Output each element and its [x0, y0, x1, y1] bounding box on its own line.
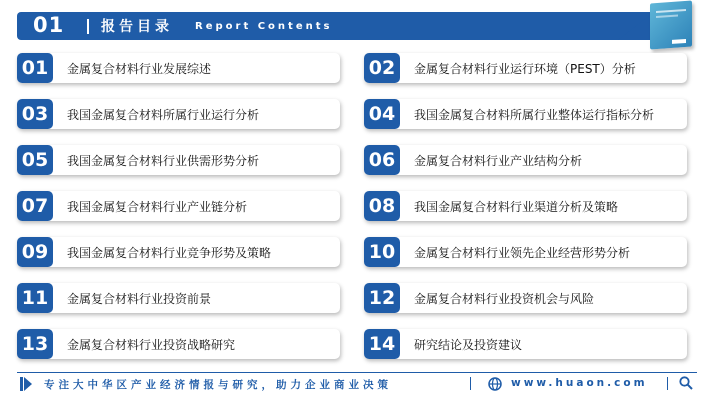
contents-item-number: 06: [364, 145, 400, 175]
contents-item-number: 11: [17, 283, 53, 313]
contents-item-number: 14: [364, 329, 400, 359]
section-header: [17, 12, 653, 40]
contents-item[interactable]: [17, 145, 340, 175]
contents-item-label: 我国金属复合材料所属行业整体运行指标分析: [414, 108, 655, 122]
contents-item[interactable]: [364, 53, 687, 83]
contents-item-label: 我国金属复合材料行业供需形势分析: [67, 154, 260, 168]
footer-divider: [17, 372, 697, 373]
section-subtitle: Report Contents: [195, 21, 333, 32]
contents-item[interactable]: [17, 99, 340, 129]
contents-item-label: 我国金属复合材料所属行业运行分析: [67, 108, 260, 122]
contents-item-number: 09: [17, 237, 53, 267]
globe-icon: [488, 377, 502, 391]
contents-item[interactable]: [364, 145, 687, 175]
contents-item-label: 我国金属复合材料行业竞争形势及策略: [67, 246, 272, 260]
contents-item-number: 04: [364, 99, 400, 129]
contents-item[interactable]: [364, 99, 687, 129]
search-icon[interactable]: [679, 376, 693, 390]
brand-logo-icon: [20, 377, 36, 391]
contents-item-number: 05: [17, 145, 53, 175]
contents-item[interactable]: [17, 237, 340, 267]
contents-item-label: 金属复合材料行业投资前景: [67, 292, 212, 306]
contents-item-number: 08: [364, 191, 400, 221]
contents-item-label: 金属复合材料行业发展综述: [67, 62, 212, 76]
contents-item-label: 金属复合材料行业投资战略研究: [67, 338, 236, 352]
contents-item[interactable]: [17, 191, 340, 221]
contents-item-number: 02: [364, 53, 400, 83]
section-number: 01: [33, 13, 65, 37]
contents-item[interactable]: [17, 329, 340, 359]
book-cover-icon: [650, 1, 692, 50]
contents-item-label: 我国金属复合材料行业产业链分析: [67, 200, 248, 214]
header-divider: [87, 19, 89, 34]
contents-item-number: 03: [17, 99, 53, 129]
contents-item-number: 07: [17, 191, 53, 221]
contents-item-label: 研究结论及投资建议: [414, 338, 523, 352]
contents-item[interactable]: [364, 329, 687, 359]
contents-item[interactable]: [364, 237, 687, 267]
footer-url-link[interactable]: www.huaon.com: [511, 377, 648, 389]
footer-separator: [470, 377, 471, 390]
contents-item[interactable]: [364, 191, 687, 221]
contents-item-number: 12: [364, 283, 400, 313]
footer-slogan: 专注大中华区产业经济情报与研究，助力企业商业决策: [44, 379, 392, 391]
contents-item-number: 01: [17, 53, 53, 83]
contents-item-number: 13: [17, 329, 53, 359]
section-title: 报告目录: [101, 19, 173, 35]
contents-item-label: 金属复合材料行业投资机会与风险: [414, 292, 595, 306]
contents-item[interactable]: [17, 53, 340, 83]
header-tail: [618, 12, 654, 40]
contents-item[interactable]: [364, 283, 687, 313]
contents-item-label: 金属复合材料行业领先企业经营形势分析: [414, 246, 631, 260]
contents-item-label: 我国金属复合材料行业渠道分析及策略: [414, 200, 619, 214]
contents-item-number: 10: [364, 237, 400, 267]
footer-separator: [667, 377, 668, 390]
contents-item-label: 金属复合材料行业产业结构分析: [414, 154, 583, 168]
contents-item[interactable]: [17, 283, 340, 313]
contents-item-label: 金属复合材料行业运行环境（PEST）分析: [414, 62, 636, 76]
